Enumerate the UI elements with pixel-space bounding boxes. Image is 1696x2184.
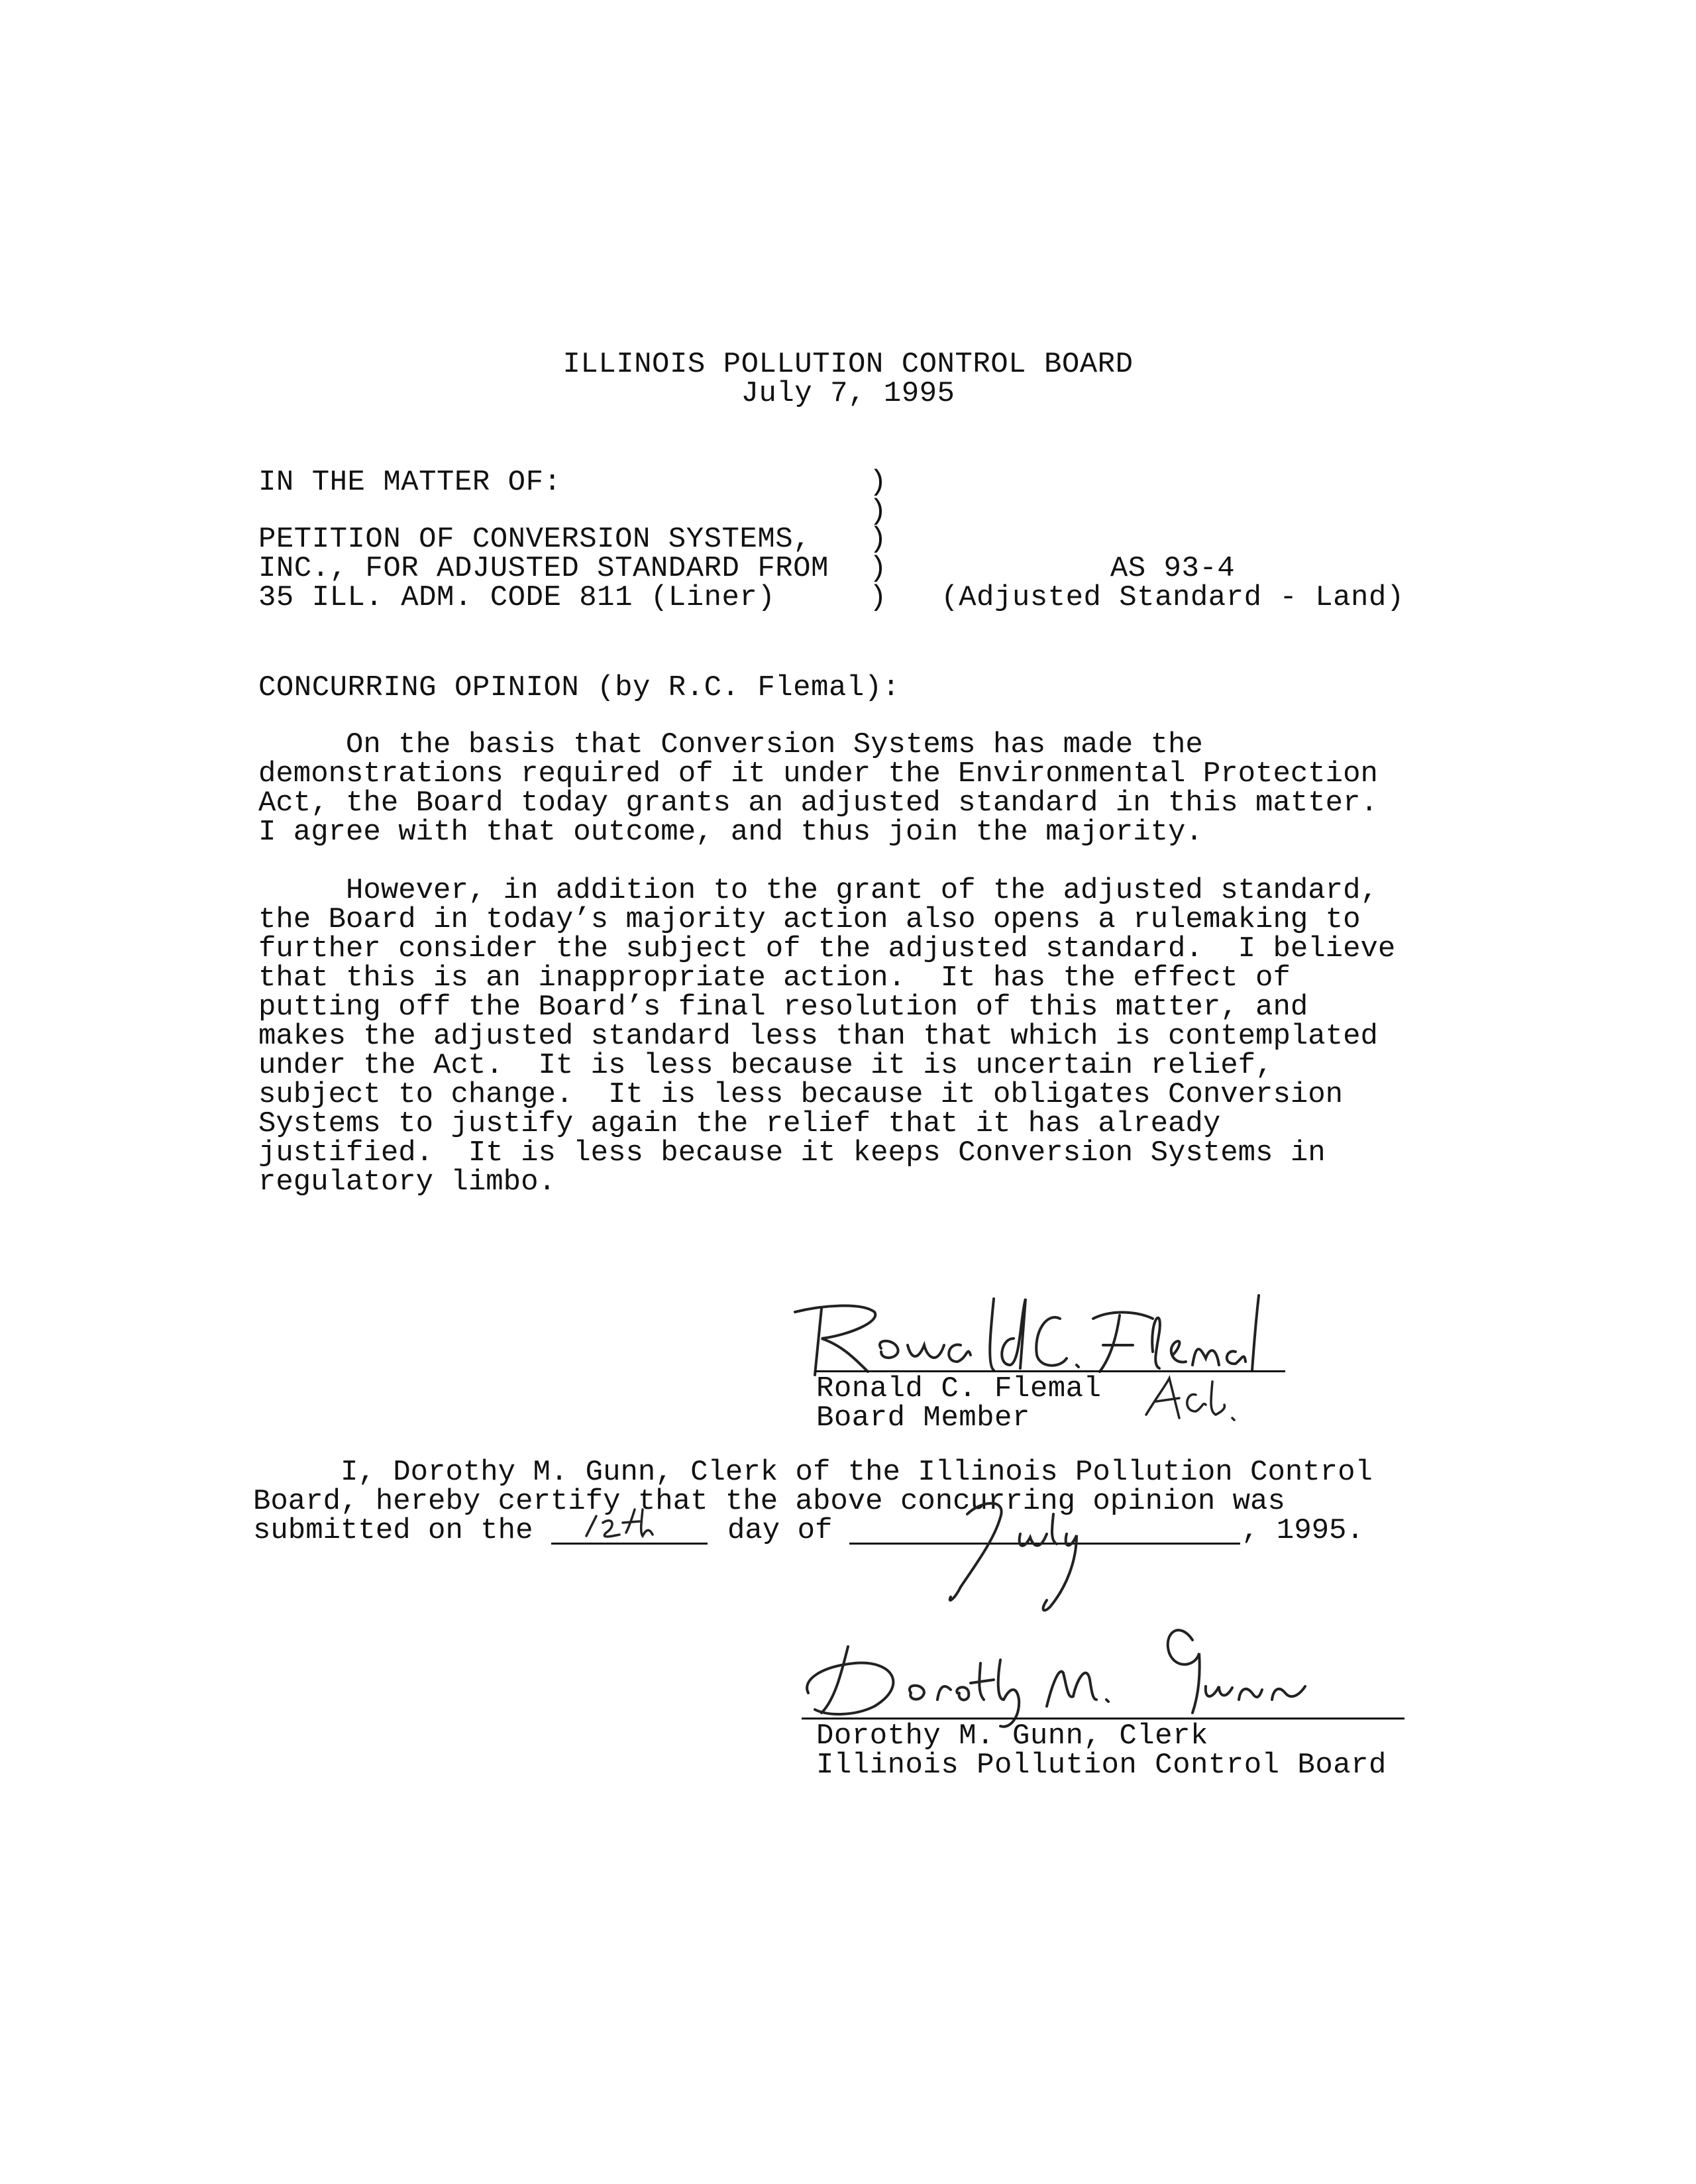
certification-line-3-suffix: , 1995. — [1242, 1514, 1364, 1547]
case-type: (Adjusted Standard - Land) — [941, 581, 1404, 614]
paragraph-2-line: However, in addition to the grant of the adjusted standard, — [258, 874, 1378, 907]
paragraph-2-line: makes the adjusted standard less than that which is contemplated — [258, 1020, 1378, 1053]
gunn-handwritten-signature — [795, 1600, 1352, 1733]
paragraph-1-line: demonstrations required of it under the Environmental Protection — [258, 757, 1378, 791]
paragraph-1-line: I agree with that outcome, and thus join the majority. — [258, 816, 1203, 849]
certification-line-3-prefix: submitted on the — [253, 1514, 533, 1547]
opinion-title: CONCURRING OPINION (by R.C. Flemal): — [258, 671, 900, 704]
caption-paren: ) — [869, 552, 887, 585]
member-title: Board Member — [816, 1401, 1030, 1435]
member-initials-handwritten — [1140, 1372, 1246, 1425]
board-heading: ILLINOIS POLLUTION CONTROL BOARD — [562, 348, 1134, 381]
certification-line-2: Board, hereby certify that the above concurring opinion was — [253, 1485, 1285, 1518]
paragraph-2-line: Systems to justify again the relief that it has already — [258, 1107, 1221, 1140]
caption-paren: ) — [869, 581, 887, 614]
paragraph-2-line: justified. It is less because it keeps Conversion Systems in — [258, 1136, 1326, 1170]
paragraph-2-line: further consider the subject of the adjusted standard. I believe — [258, 932, 1396, 965]
month-handwritten — [928, 1488, 1126, 1613]
member-name: Ronald C. Flemal — [816, 1372, 1102, 1405]
petition-line-3: 35 ILL. ADM. CODE 811 (Liner) — [258, 581, 776, 614]
caption-paren: ) — [869, 466, 887, 499]
petition-line-1: PETITION OF CONVERSION SYSTEMS, — [258, 523, 812, 556]
caption-paren: ) — [869, 495, 887, 528]
paragraph-2-line: regulatory limbo. — [258, 1166, 556, 1199]
certification-line-1: I, Dorothy M. Gunn, Clerk of the Illinois Pollution Control — [253, 1456, 1373, 1489]
paragraph-2-line: that this is an inappropriate action. It has the effect of — [258, 961, 1291, 995]
opinion-date: July 7, 1995 — [741, 377, 955, 410]
caption-paren: ) — [869, 523, 887, 556]
clerk-organization: Illinois Pollution Control Board — [816, 1749, 1387, 1782]
paragraph-2-line: putting off the Board’s final resolution of this matter, and — [258, 991, 1308, 1024]
paragraph-2-line: the Board in today’s majority action also opens a rulemaking to — [258, 903, 1361, 936]
matter-label: IN THE MATTER OF: — [258, 466, 562, 499]
paragraph-1-line: On the basis that Conversion Systems has made the — [258, 728, 1203, 761]
paragraph-1-line: Act, the Board today grants an adjusted standard in this matter. — [258, 787, 1378, 820]
day-handwritten — [583, 1503, 682, 1549]
clerk-name: Dorothy M. Gunn, Clerk — [816, 1720, 1208, 1753]
paragraph-2-line: under the Act. It is less because it is uncertain relief, — [258, 1049, 1273, 1082]
paragraph-2-line: subject to change. It is less because it obligates Conversion — [258, 1078, 1344, 1111]
petition-line-2: INC., FOR ADJUSTED STANDARD FROM — [258, 552, 829, 585]
certification-line-3-middle: day of — [727, 1514, 833, 1547]
case-number: AS 93-4 — [1110, 552, 1236, 585]
